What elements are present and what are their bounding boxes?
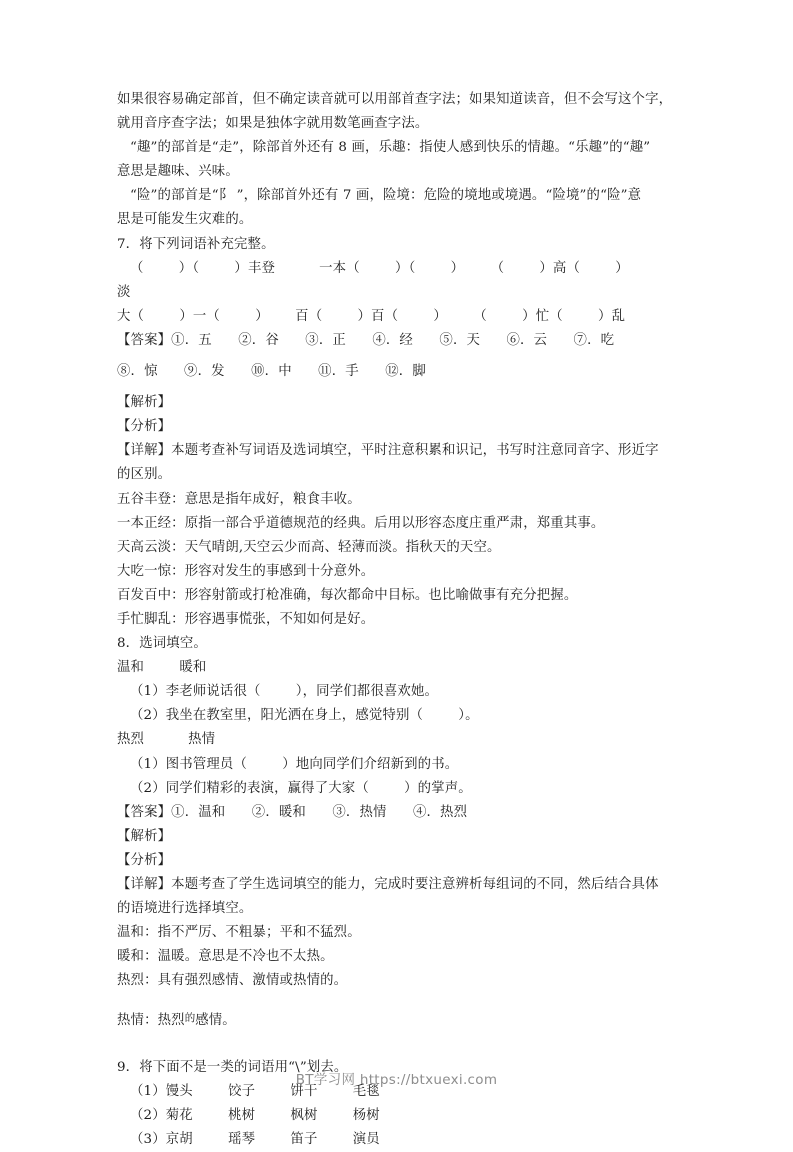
q7-xiangjie-line-2: 的区别。	[117, 467, 172, 483]
q8-answer-row	[117, 801, 683, 825]
q9-row-2: （2）菊花 桃树 枫树 杨树	[130, 1107, 380, 1123]
q7-def-1: 五谷丰登：意思是指年成好，粮食丰收。	[117, 491, 361, 507]
q7-answer-row-1	[117, 329, 683, 353]
q7-xiangjie-line-1: 【详解】本题考查补写词语及选词填空，平时注意积累和识记，书写时注意同音字、形近字	[117, 443, 659, 459]
q8-answer-values: ①．温和 ②．暖和 ③．热情 ④．热烈	[171, 804, 468, 820]
q8-group-2-item-1: （1）图书管理员（ ）地向同学们介绍新到的书。	[130, 756, 459, 772]
q8-group-1-words: 温和 暖和	[117, 660, 207, 676]
spacer	[117, 993, 683, 1006]
q8-group-1-item-1: （1）李老师说话很（ ），同学们都很喜欢她。	[130, 684, 439, 700]
q8-def-4-prefix: 热情：热烈	[117, 1013, 185, 1029]
q7-blank-line-2: 淡	[117, 284, 131, 300]
q8-group-2-words: 热烈 热情	[117, 732, 216, 748]
q7-def-2: 一本正经：原指一部合乎道德规范的经典。后用以形容态度庄重严肃，郑重其事。	[117, 515, 605, 531]
q8-fenxi-label: 【分析】	[117, 852, 172, 868]
q7-jiexi-label: 【解析】	[117, 395, 172, 411]
question-8	[117, 632, 683, 1034]
q8-def-2: 暖和：温暖。意思是不冷也不太热。	[117, 949, 334, 965]
intro-line-5: “险”的部首是“阝 ”，除部首外还有 7 画，险境：危险的境地或境遇。“险境”的“险”意	[130, 188, 642, 204]
question-7	[117, 233, 683, 633]
q8-stem: 8．选词填空。	[117, 636, 207, 652]
q8-def-4-suffix: 感情。	[195, 1013, 236, 1029]
q7-blank-line-1: （ ）（ ）丰登 一本（ ）（ ） （ ）高（ ）	[130, 260, 629, 276]
q7-def-4: 大吃一惊：形容对发生的事感到十分意外。	[117, 563, 375, 579]
q7-answer-row-2: ⑧．惊 ⑨．发 ⑩．中 ⑪．手 ⑫．脚	[117, 364, 426, 380]
q8-jiexi-label: 【解析】	[117, 828, 172, 844]
intro-line-3: “趣”的部首是“走”，除部首外还有 8 画，乐趣：指使人感到快乐的情趣。“乐趣”的“趣”	[130, 140, 651, 156]
q7-def-5: 百发百中：形容射箭或打枪准确，每次都命中目标。也比喻做事有充分把握。	[117, 587, 578, 603]
intro-block	[117, 88, 683, 233]
footer-watermark: BT学习网 https://btxuexi.com	[295, 1072, 498, 1088]
intro-line-4: 意思是趣味、兴味。	[117, 164, 239, 180]
q7-answer-label: 【答案】	[117, 332, 172, 348]
q7-def-3: 天高云淡：天气晴朗,天空云少而高、轻薄而淡。指秋天的天空。	[117, 539, 501, 555]
q7-blank-line-3: 大（ ）一（ ） 百（ ）百（ ） （ ）忙（ ）乱	[117, 308, 626, 324]
q8-group-2-item-2: （2）同学们精彩的表演，赢得了大家（ ）的掌声。	[130, 780, 472, 796]
intro-line-6: 思是可能发生灾难的。	[117, 212, 253, 228]
q8-def-3: 热烈：具有强烈感情、激情或热情的。	[117, 973, 348, 989]
q9-stem: 9．将下面不是一类的词语用“\”划去。	[117, 1059, 348, 1075]
spacer	[117, 384, 683, 391]
intro-line-2: 就用音序查字法；如果是独体字就用数笔画查字法。	[117, 116, 429, 132]
document-body	[117, 88, 683, 1152]
q7-fenxi-label: 【分析】	[117, 419, 172, 435]
q7-answer-values-1: ①．五 ②．谷 ③．正 ④．经 ⑤．天 ⑥．云 ⑦．吃	[171, 332, 615, 348]
q8-def-4-raised: 的	[184, 1012, 196, 1025]
spacer	[117, 353, 683, 360]
q8-group-1-item-2: （2）我坐在教室里，阳光洒在身上，感觉特别（ ）。	[130, 708, 479, 724]
intro-line-1: 如果很容易确定部首，但不确定读音就可以用部首查字法；如果知道读音，但不会写这个字，	[117, 92, 673, 107]
q8-answer-label: 【答案】	[117, 804, 172, 820]
q8-def-1: 温和：指不严厉、不粗暴；平和不猛烈。	[117, 925, 361, 941]
q8-xiangjie-line-1: 【详解】本题考查了学生选词填空的能力，完成时要注意辨析每组词的不同，然后结合具体	[117, 877, 659, 892]
spacer	[117, 1034, 683, 1056]
q9-row-1: （1）馒头 饺子 饼干 毛毯	[130, 1083, 380, 1099]
q8-def-4	[117, 1006, 683, 1033]
q9-row-3: （3）京胡 瑶琴 笛子 演员	[130, 1131, 380, 1147]
q7-stem: 7．将下列词语补充完整。	[117, 236, 275, 252]
q7-def-6: 手忙脚乱：形容遇事慌张，不知如何是好。	[117, 611, 375, 627]
q8-xiangjie-line-2: 的语境进行选择填空。	[117, 901, 253, 917]
